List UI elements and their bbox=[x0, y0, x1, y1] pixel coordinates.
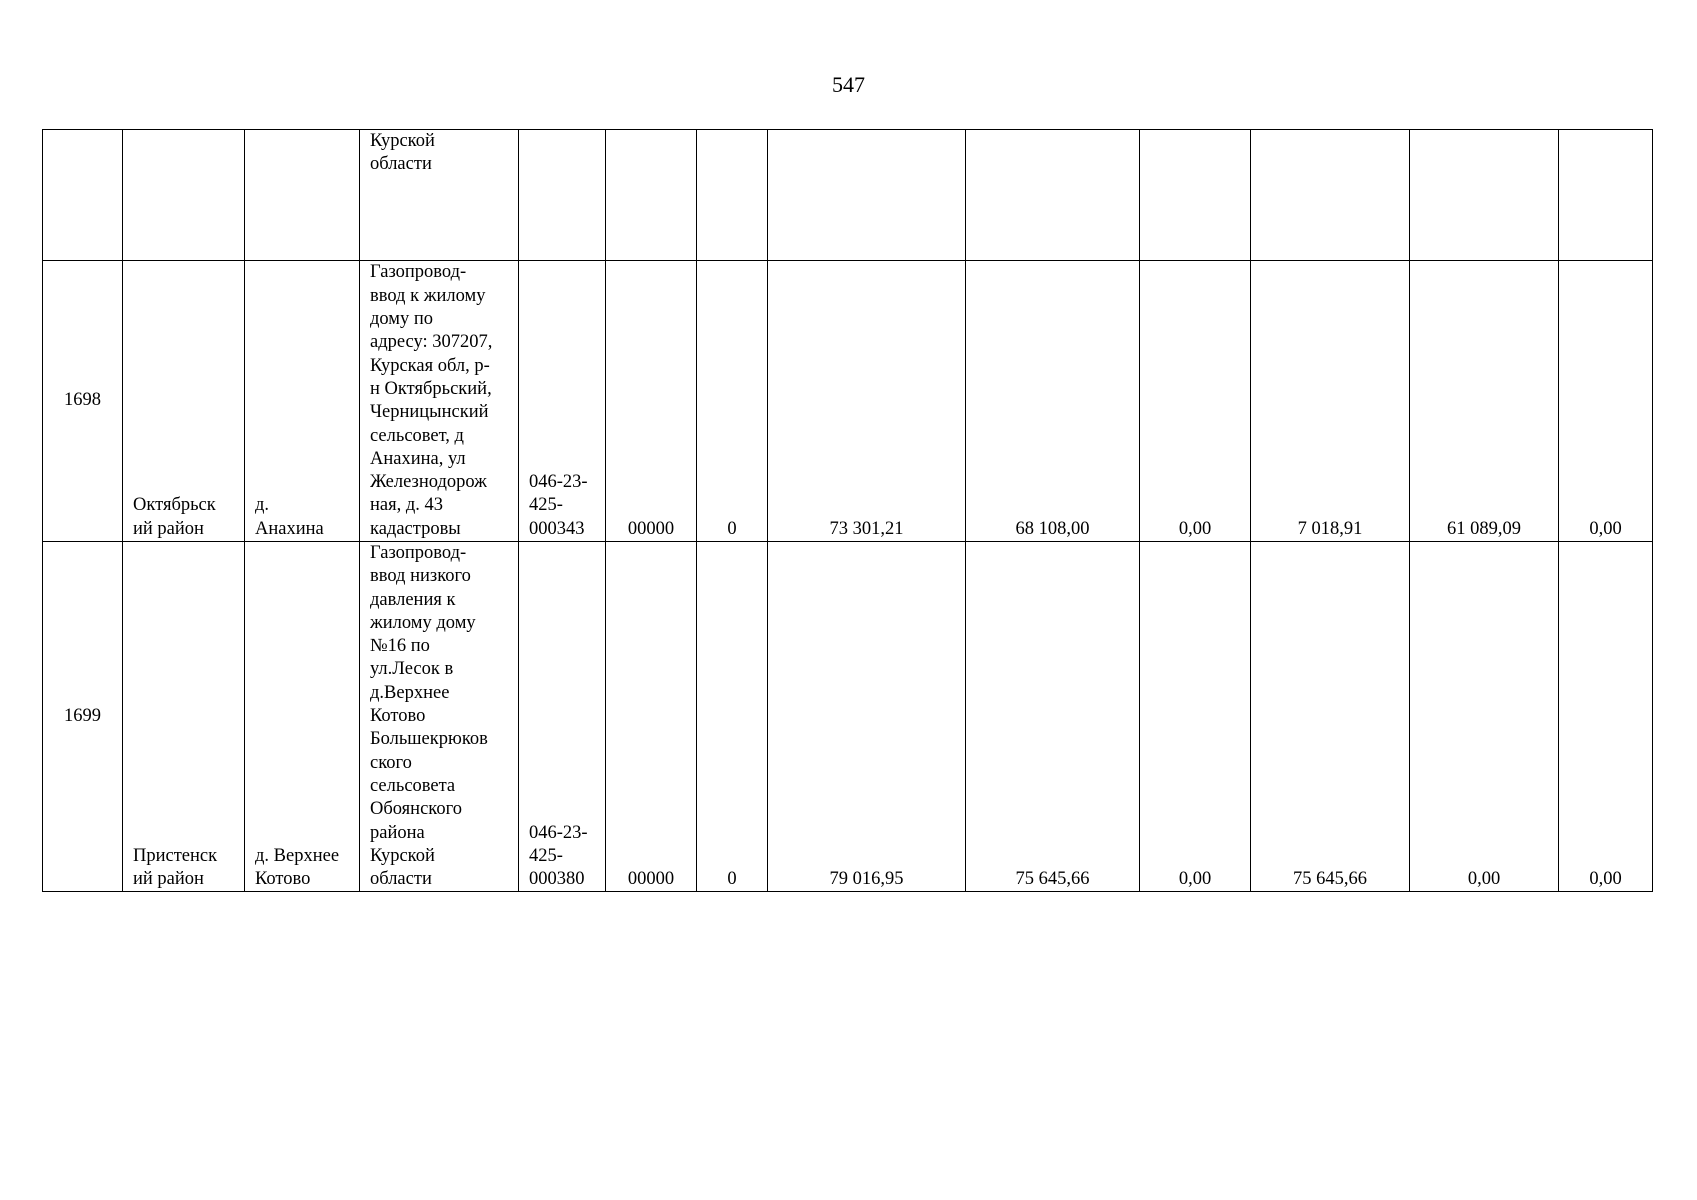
cell-description: Газопровод- ввод к жилому дому по адресу: 307207, Курская обл, р- н Октябрьский, Черницынский сельсовет, д Анахина, ул Железнодорож ная, д. 43 кадастровы bbox=[360, 261, 519, 542]
cell-code: 046-23- 425- 000343 bbox=[519, 261, 606, 542]
cell-district bbox=[123, 130, 245, 261]
cell-value-4: 75 645,66 bbox=[1251, 542, 1410, 892]
cell-district: Пристенск ий район bbox=[123, 542, 245, 892]
cell-locality: д. Верхнее Котово bbox=[245, 542, 360, 892]
cell-locality bbox=[245, 130, 360, 261]
cell-code2: 00000 bbox=[606, 261, 697, 542]
cell-value-1: 73 301,21 bbox=[768, 261, 966, 542]
cell-value-1 bbox=[768, 130, 966, 261]
cell-value-6: 0,00 bbox=[1559, 542, 1653, 892]
cell-flag: 0 bbox=[697, 261, 768, 542]
cell-description: Курской области bbox=[360, 130, 519, 261]
cell-district: Октябрьск ий район bbox=[123, 261, 245, 542]
cell-value-3: 0,00 bbox=[1140, 542, 1251, 892]
cell-value-6: 0,00 bbox=[1559, 261, 1653, 542]
cell-value-1: 79 016,95 bbox=[768, 542, 966, 892]
page-number: 547 bbox=[832, 72, 865, 97]
table-row bbox=[43, 261, 1653, 542]
table-row-continuation bbox=[43, 130, 1653, 261]
cell-description: Газопровод- ввод низкого давления к жилому дому №16 по ул.Лесок в д.Верхнее Котово Большекрюков ского сельсовета Обоянского района Курской области bbox=[360, 542, 519, 892]
cell-value-2: 68 108,00 bbox=[966, 261, 1140, 542]
cell-code2: 00000 bbox=[606, 542, 697, 892]
cell-locality: д. Анахина bbox=[245, 261, 360, 542]
cell-code2 bbox=[606, 130, 697, 261]
cell-code: 046-23- 425- 000380 bbox=[519, 542, 606, 892]
cell-flag: 0 bbox=[697, 542, 768, 892]
cell-value-2: 75 645,66 bbox=[966, 542, 1140, 892]
cell-value-4: 7 018,91 bbox=[1251, 261, 1410, 542]
cell-num: 1699 bbox=[43, 542, 123, 892]
cell-value-5 bbox=[1410, 130, 1559, 261]
cell-value-5: 0,00 bbox=[1410, 542, 1559, 892]
cell-value-6 bbox=[1559, 130, 1653, 261]
cell-num: 1698 bbox=[43, 261, 123, 542]
registry-table bbox=[42, 129, 1653, 892]
cell-value-3 bbox=[1140, 130, 1251, 261]
cell-flag bbox=[697, 130, 768, 261]
cell-value-2 bbox=[966, 130, 1140, 261]
cell-value-5: 61 089,09 bbox=[1410, 261, 1559, 542]
cell-value-3: 0,00 bbox=[1140, 261, 1251, 542]
cell-value-4 bbox=[1251, 130, 1410, 261]
table-row bbox=[43, 542, 1653, 892]
cell-code bbox=[519, 130, 606, 261]
cell-num bbox=[43, 130, 123, 261]
